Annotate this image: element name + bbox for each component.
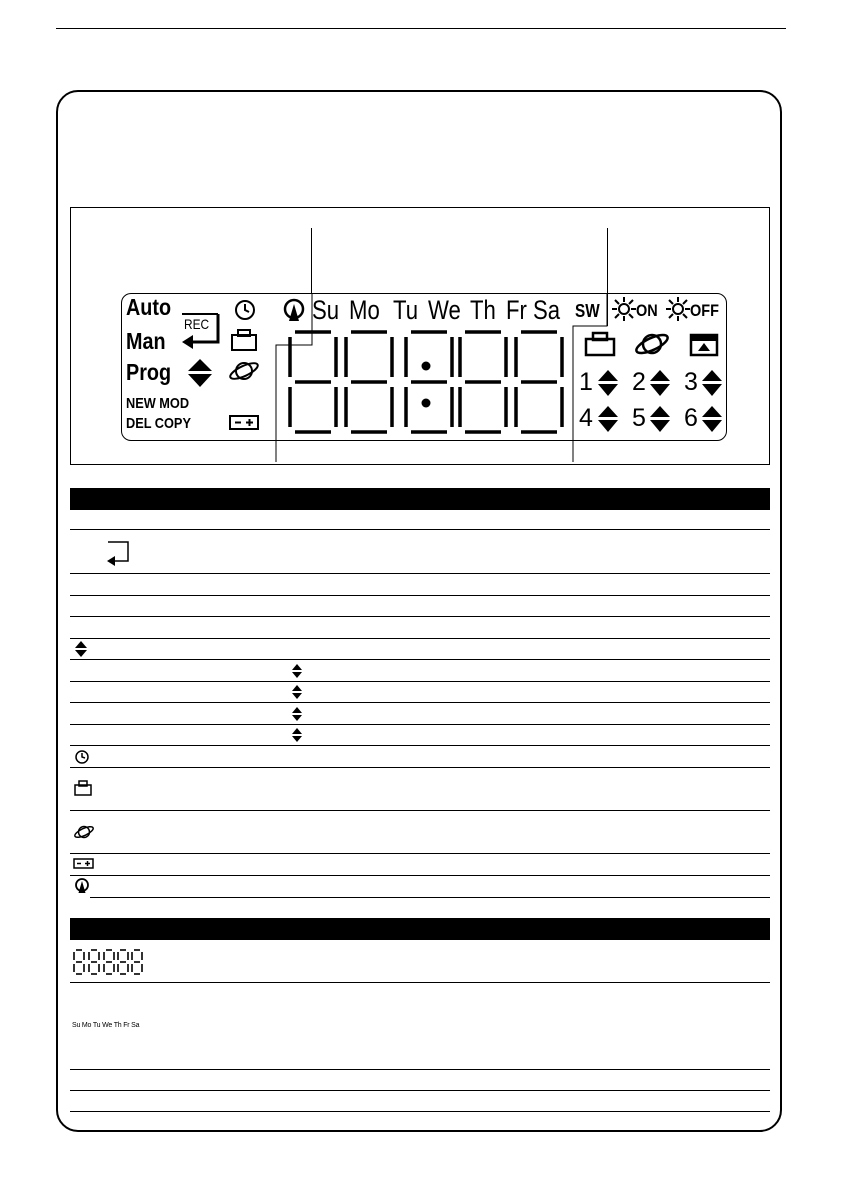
up-down-arrow-icon <box>701 369 723 397</box>
seven-segment-icon <box>72 948 144 978</box>
enter-arrow-icon <box>104 540 132 566</box>
table-row-divider <box>90 897 770 898</box>
day-we: We <box>428 295 461 325</box>
day-su: Su <box>312 295 340 325</box>
day-th: Th <box>470 295 496 325</box>
up-down-arrow-icon <box>701 405 723 433</box>
up-down-arrow-icon <box>187 358 213 388</box>
day-sa: Sa <box>533 295 561 325</box>
planet-icon <box>73 823 95 841</box>
channel-5-label: 5 <box>632 404 646 432</box>
table-row-divider <box>70 702 770 703</box>
enter-arrow-icon <box>180 312 222 352</box>
clock-icon <box>74 749 90 765</box>
battery-icon <box>229 414 261 432</box>
weekday-strip: Su Mo Tu We Th Fr Sa <box>72 1022 140 1029</box>
table-row-divider <box>70 1090 770 1091</box>
planet-icon <box>633 330 671 358</box>
table-row-divider <box>70 681 770 682</box>
leader-line-left <box>311 228 312 294</box>
table-row-divider <box>70 745 770 746</box>
table-row-divider <box>70 1111 770 1112</box>
suitcase-icon <box>584 331 616 357</box>
table-row-divider <box>70 595 770 596</box>
channel-2-label: 2 <box>632 368 646 396</box>
header-rule <box>56 28 786 29</box>
battery-icon <box>73 857 95 870</box>
sw-label: SW <box>575 301 600 321</box>
table-row-divider <box>70 638 770 639</box>
table-1-header-bar <box>70 488 770 510</box>
up-down-arrow-icon <box>291 663 303 679</box>
sun-on-label: ON <box>636 301 658 320</box>
day-fr: Fr <box>506 295 527 325</box>
up-down-arrow-icon <box>291 727 303 743</box>
planet-icon <box>228 358 260 384</box>
sun-off-label: OFF <box>690 301 719 320</box>
up-down-arrow-icon <box>649 405 671 433</box>
sun-icon <box>612 297 636 321</box>
day-mo: Mo <box>349 295 380 325</box>
table-row-divider <box>70 982 770 983</box>
table-row-divider <box>70 529 770 530</box>
suitcase-icon <box>74 780 92 796</box>
del-copy-label: DEL COPY <box>126 415 191 432</box>
up-down-arrow-icon <box>597 369 619 397</box>
rec-label: REC <box>184 316 210 332</box>
table-2-header-bar <box>70 918 770 940</box>
seven-segment-display <box>284 330 574 440</box>
table-row-divider <box>70 767 770 768</box>
suitcase-icon <box>230 328 258 352</box>
mode-auto-label: Auto <box>126 294 172 320</box>
up-down-arrow-icon <box>649 369 671 397</box>
day-tu: Tu <box>393 295 419 325</box>
table-row-divider <box>70 724 770 725</box>
antenna-icon <box>282 298 306 324</box>
table-row-divider <box>70 810 770 811</box>
channel-1-label: 1 <box>579 368 593 396</box>
new-mod-label: NEW MOD <box>126 395 190 412</box>
channel-4-label: 4 <box>579 404 593 432</box>
up-down-arrow-icon <box>291 706 303 722</box>
table-row-divider <box>70 875 770 876</box>
antenna-icon <box>74 877 90 895</box>
mode-prog-label: Prog <box>126 359 172 385</box>
table-row-divider <box>70 573 770 574</box>
up-down-arrow-icon <box>74 640 88 658</box>
channel-3-label: 3 <box>684 368 698 396</box>
sun-icon <box>666 297 690 321</box>
table-row-divider <box>70 1069 770 1070</box>
clock-icon <box>233 298 257 322</box>
channel-6-label: 6 <box>684 404 698 432</box>
table-row-divider <box>70 616 770 617</box>
up-down-arrow-icon <box>291 684 303 700</box>
mode-man-label: Man <box>126 328 166 354</box>
up-down-arrow-icon <box>597 405 619 433</box>
table-row-divider <box>70 853 770 854</box>
shutter-icon <box>689 333 719 357</box>
table-row-divider <box>70 659 770 660</box>
